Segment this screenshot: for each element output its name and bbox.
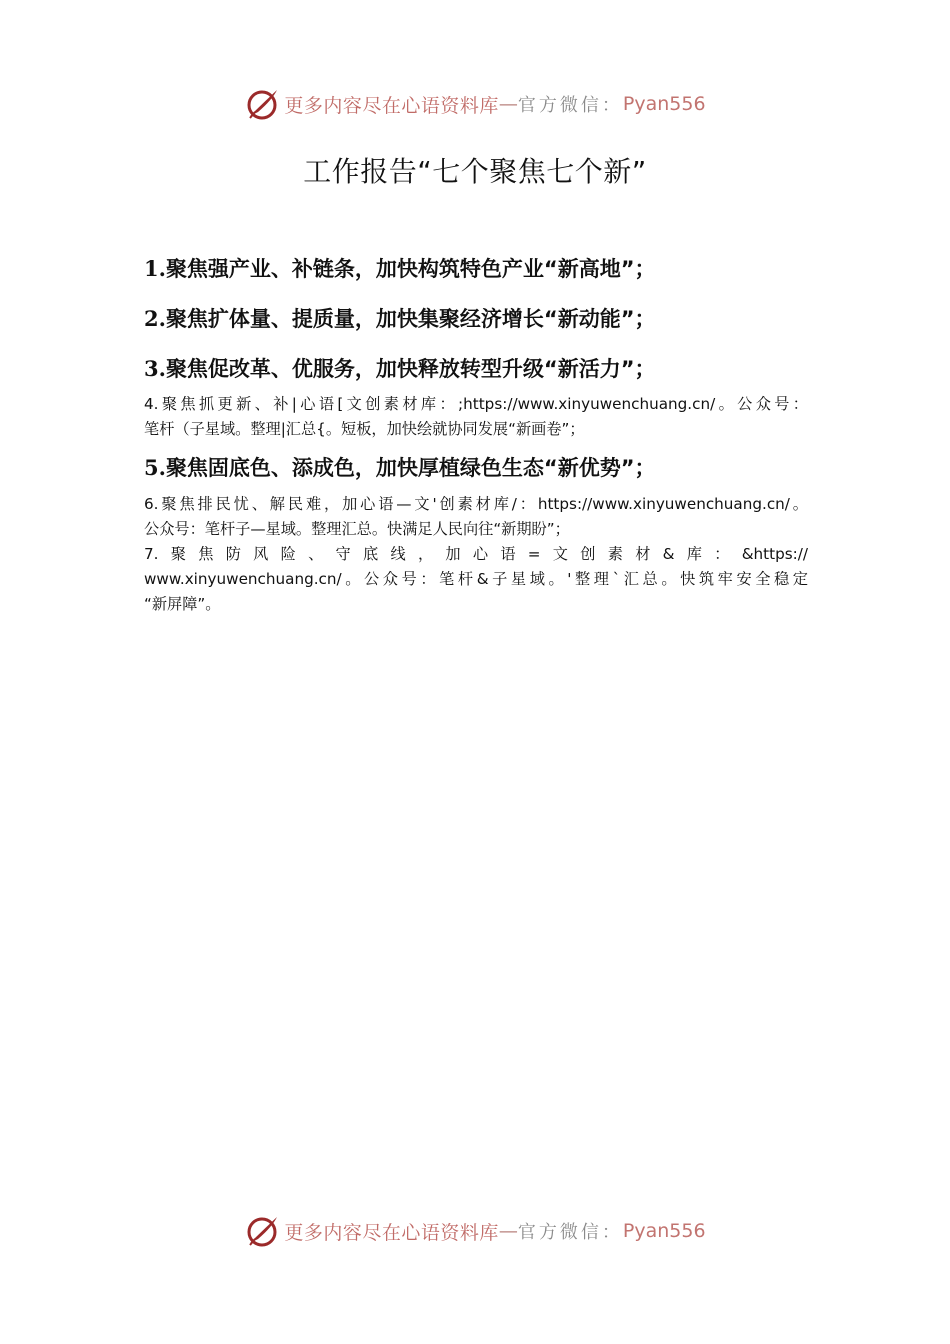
heading-item-2 [144,302,808,336]
paragraph-item-7 [144,542,808,617]
banner-wechat-label: 官方微信： [517,1222,623,1243]
header-banner [0,82,950,126]
quill-logo-icon [244,86,280,122]
banner-text: 更多内容尽在心语资料库 [284,1221,499,1244]
paragraph-item-6 [144,492,808,542]
heading-item-3 [144,352,808,386]
document-title: 工作报告“七个聚焦七个新” [303,155,647,188]
paragraph-line: 笔杆（子星域。整理|汇总{。短板，加快绘就协同发展“新画卷”； [144,420,585,438]
paragraph-line: www.xinyuwenchuang.cn/。公众号：笔杆&子星域。'整理`汇总。快筑牢安全稳定 [144,570,808,588]
document-body [144,252,808,617]
heading-item-5 [144,451,808,485]
banner-wechat-id: Pyan556 [622,1220,706,1242]
item-text: 聚焦强产业、补链条，加快构筑特色产业“新高地”； [165,257,656,281]
paragraph-line: 公众号：笔杆子—星域。整理汇总。快满足人民向往“新期盼”； [144,520,570,538]
item-number: 2. [144,306,166,331]
item-text: 聚焦固底色、添成色，加快厚植绿色生态“新优势”； [165,456,656,480]
heading-item-1 [144,252,808,286]
item-text: 聚焦扩体量、提质量，加快集聚经济增长“新动能”； [165,307,656,331]
quill-logo-icon [244,1213,280,1249]
paragraph-item-4 [144,392,808,442]
banner-wechat-label: 官方微信： [517,95,623,116]
item-number: 3. [144,356,166,381]
banner-text: 更多内容尽在心语资料库 [284,94,499,117]
item-number: 5. [144,455,166,480]
paragraph-line: 6.聚焦排民忧、解民难，加心语—文'创素材库/：https://www.xinyuwenchuang.cn/。 [144,495,808,513]
banner-wechat-id: Pyan556 [622,93,706,115]
item-number: 1. [144,256,166,281]
banner-dash: — [498,93,518,115]
paragraph-line: 4.聚焦抓更新、补|心语[文创素材库：;https://www.xinyuwenchuang.cn/。公众号： [144,395,808,413]
footer-banner [0,1209,950,1253]
banner-dash: — [498,1220,518,1242]
paragraph-line: 7.聚焦防风险、守底线，加心语=文创素材&库：&https:// [144,545,808,563]
item-text: 聚焦促改革、优服务，加快释放转型升级“新活力”； [165,357,656,381]
paragraph-line: “新屏障”。 [144,595,221,613]
